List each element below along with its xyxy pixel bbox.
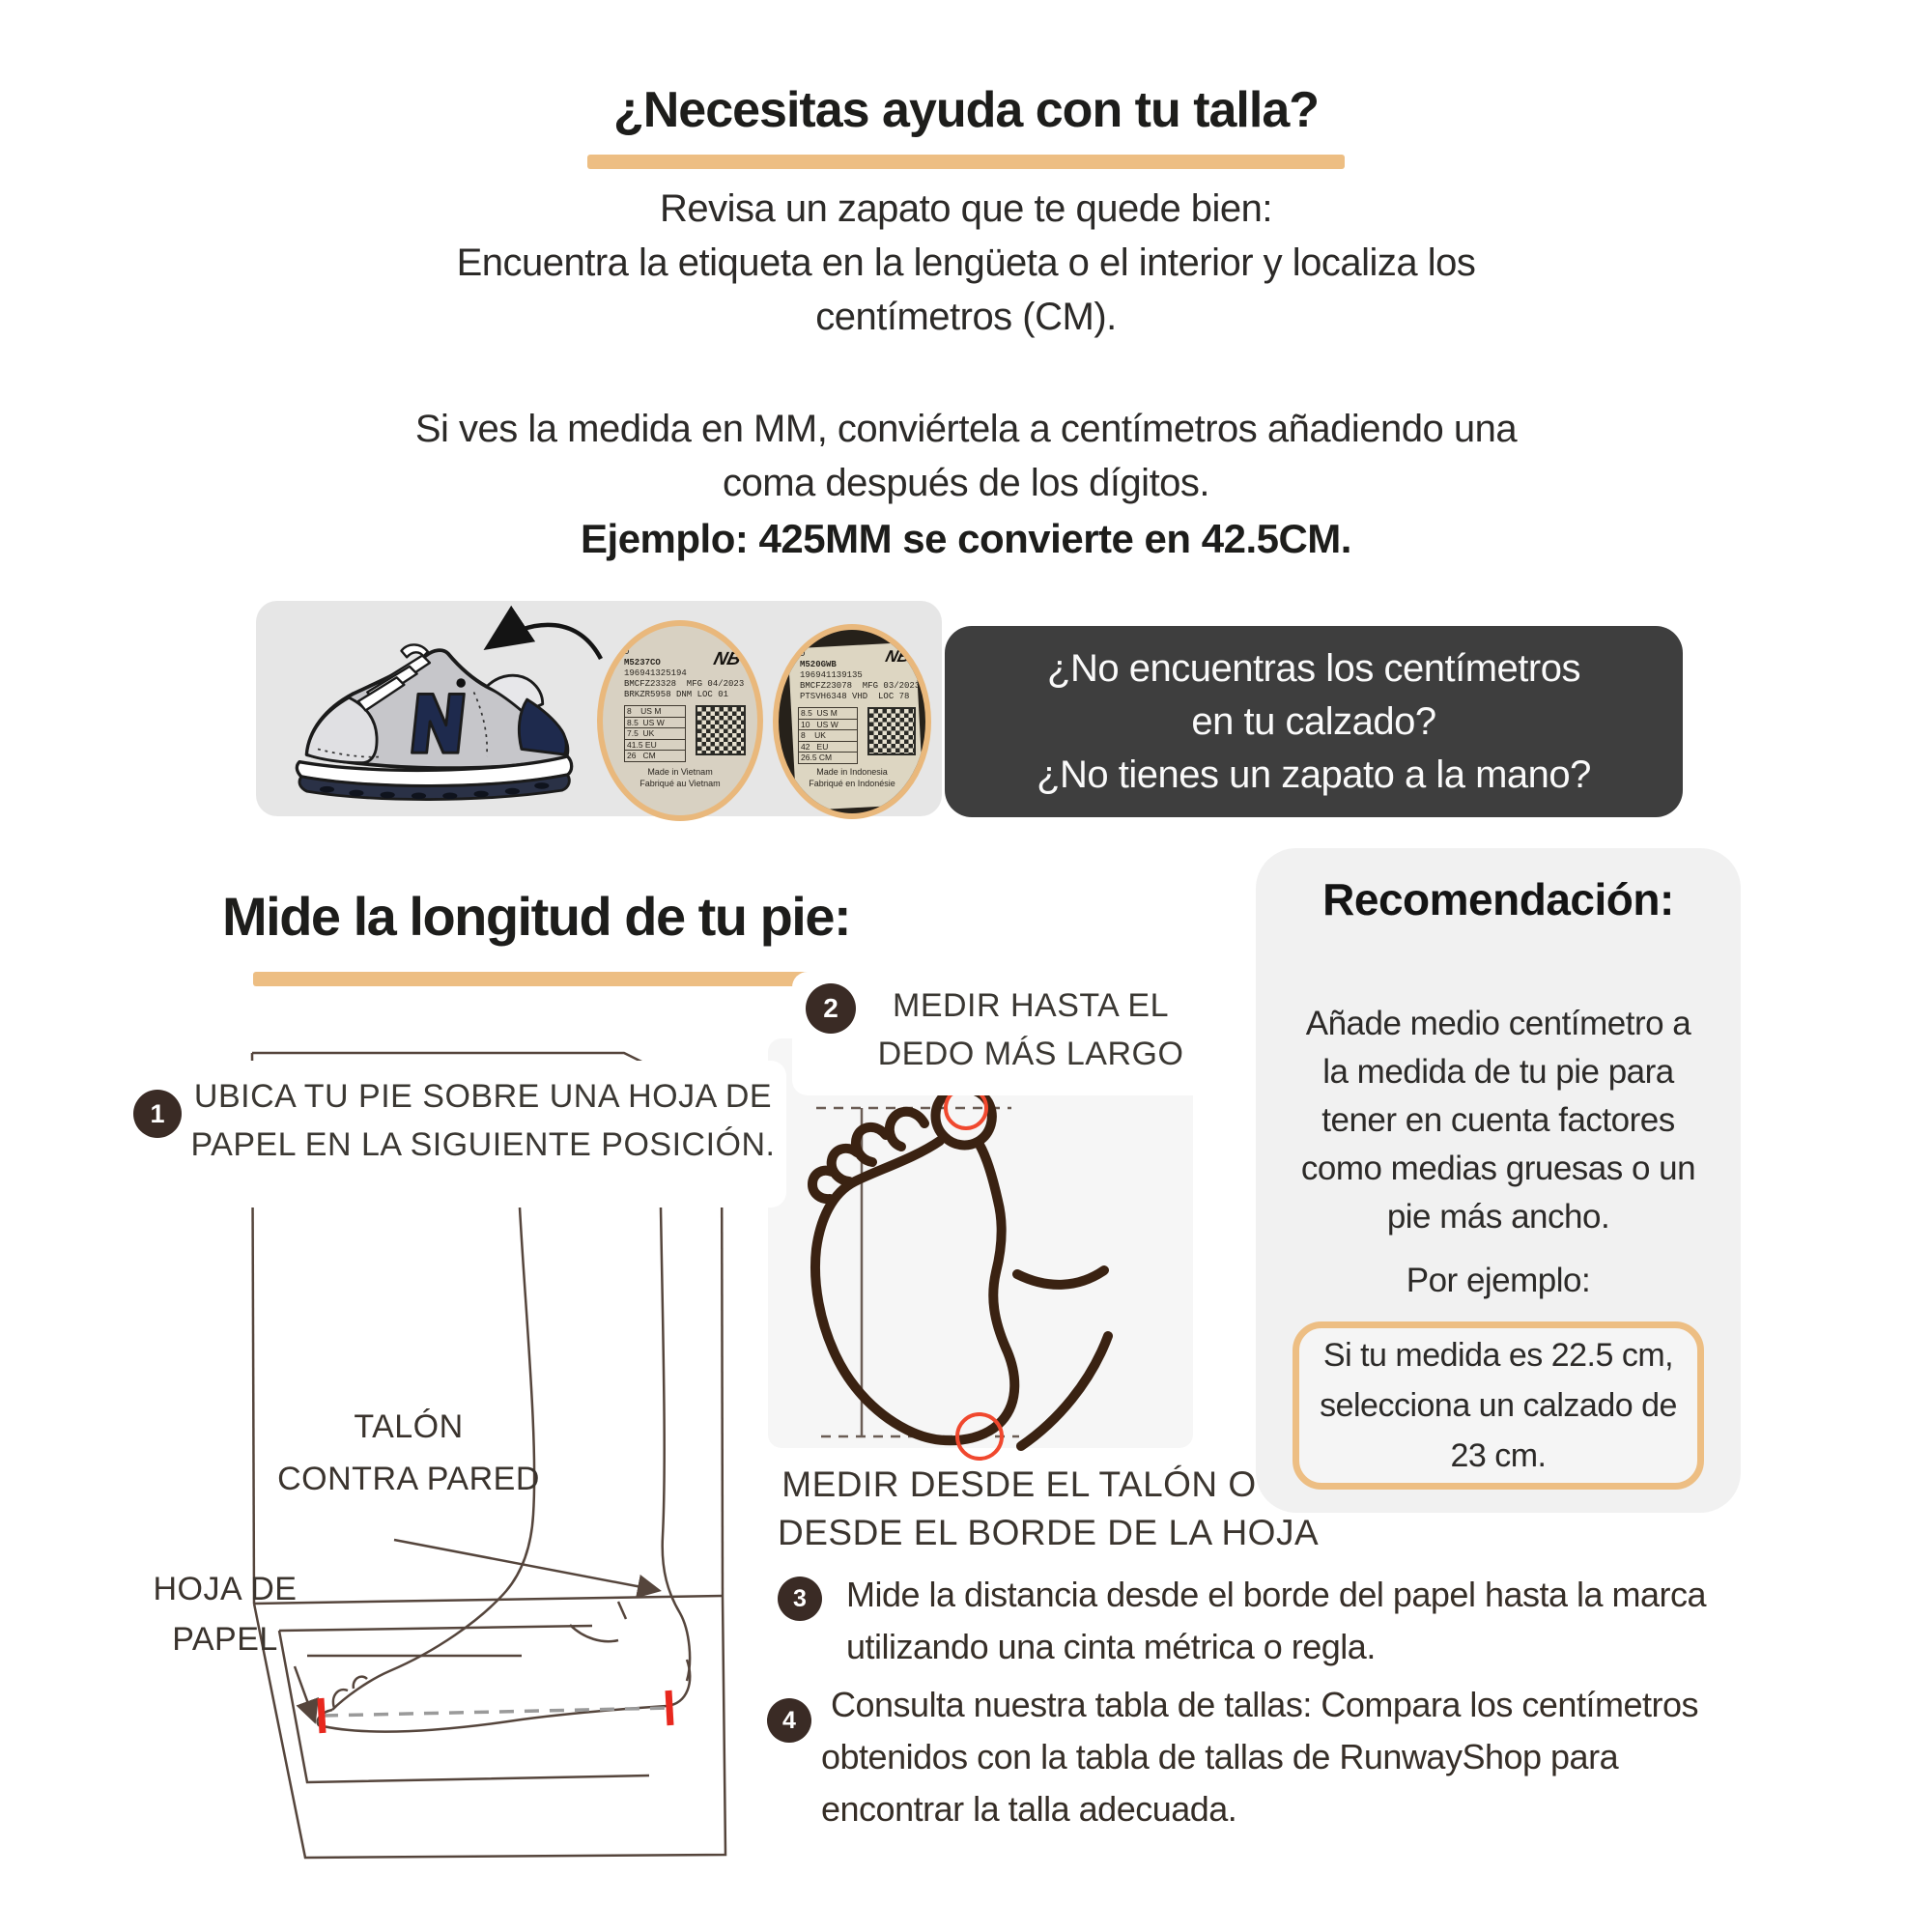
question-line: ¿No encuentras los centímetros (1047, 646, 1580, 690)
label-text: BMCFZ23328 MFG 04/2023 (624, 679, 745, 689)
label-text: 196941139135 (800, 670, 863, 680)
paper-label: PAPEL (172, 1621, 278, 1658)
size-table: 8 US M 8.5 US W 7.5 UK 41.5 EU 26 CM (624, 705, 686, 762)
question-line: ¿No tienes un zapato a la mano? (1037, 753, 1591, 796)
intro-line: Revisa un zapato que te quede bien: (659, 187, 1273, 230)
label-made-in: Fabriqué au Vietnam (639, 779, 721, 788)
step4-badge: 4 (767, 1698, 811, 1743)
label-text: D (800, 649, 806, 659)
recommendation-line: pie más ancho. (1386, 1198, 1610, 1236)
foot-sole-diagram (768, 1038, 1193, 1448)
mm-line: Si ves la medida en MM, conviértela a centímetros añadiendo una (414, 408, 1518, 450)
wall-label: TALÓN (354, 1408, 464, 1445)
recommendation-line: Añade medio centímetro a (1305, 1005, 1691, 1042)
label-text: BMCFZ23078 MFG 03/2023 (800, 681, 921, 691)
wall-label: CONTRA PARED (277, 1461, 540, 1497)
shoe-label-photo-2 (773, 624, 931, 819)
qr-code-icon (696, 705, 746, 755)
paper-label: HOJA DE (153, 1571, 298, 1607)
step1-text: UBICA TU PIE SOBRE UNA HOJA DE (193, 1078, 773, 1115)
example-box-line: 23 cm. (1450, 1437, 1547, 1474)
label-text: D (624, 647, 630, 657)
nb-logo-icon: NB (884, 647, 913, 666)
nb-logo-icon: NB (711, 649, 743, 669)
recommendation-title: Recomendación: (1322, 874, 1674, 924)
step3-badge: 3 (778, 1577, 822, 1621)
example-label: Por ejemplo: (1406, 1262, 1591, 1299)
no-cm-question-box (945, 626, 1683, 817)
intro-line: Encuentra la etiqueta en la lengüeta o el interior y localiza los (456, 242, 1476, 284)
step4-text: encontrar la talla adecuada. (821, 1789, 1237, 1829)
recommendation-line: tener en cuenta factores (1321, 1101, 1675, 1139)
example-line: Ejemplo: 425MM se convierte en 42.5CM. (581, 516, 1351, 561)
step2-text: DEDO MÁS LARGO (877, 1036, 1184, 1072)
mm-line: coma después de los dígitos. (722, 462, 1210, 504)
title-underline (587, 155, 1345, 169)
label-text: BRKZR5958 DNM LOC 01 (624, 690, 729, 699)
page-title: ¿Necesitas ayuda con tu talla? (612, 82, 1320, 138)
label-text: PTSVH6348 VHD LOC 78 (800, 692, 910, 701)
step2-text: MEDIR HASTA EL (893, 987, 1169, 1024)
example-box-line: selecciona un calzado de (1320, 1387, 1677, 1424)
step4-text: Consulta nuestra tabla de tallas: Compara los centímetros (831, 1685, 1698, 1724)
intro-line: centímetros (CM). (815, 296, 1117, 338)
step3-text: utilizando una cinta métrica o regla. (846, 1627, 1376, 1666)
step4-text: obtenidos con la tabla de tallas de RunwayShop para (821, 1737, 1619, 1776)
step2-badge: 2 (806, 983, 856, 1034)
shoe-label-photo-1 (597, 620, 763, 821)
heel-caption: MEDIR DESDE EL TALÓN O (781, 1464, 1257, 1504)
example-box-line: Si tu medida es 22.5 cm, (1322, 1337, 1674, 1374)
label-text: 196941325194 (624, 668, 687, 678)
step1-text: PAPEL EN LA SIGUIENTE POSICIÓN. (190, 1126, 776, 1163)
recommendation-line: la medida de tu pie para (1322, 1053, 1674, 1091)
label-made-in: Fabriqué en Indonésie (809, 779, 895, 788)
label-made-in: Made in Indonesia (816, 767, 888, 777)
size-table: 8.5 US M 10 US W 8 UK 42 EU 26.5 CM (798, 707, 858, 764)
example-box (1293, 1321, 1704, 1490)
label-made-in: Made in Vietnam (647, 767, 713, 777)
step1-badge: 1 (133, 1090, 182, 1138)
curved-arrow-icon (464, 607, 618, 674)
recommendation-line: como medias gruesas o un (1300, 1150, 1696, 1187)
question-line: en tu calzado? (1191, 699, 1436, 743)
label-text: M520GWB (800, 660, 837, 669)
step3-text: Mide la distancia desde el borde del papel hasta la marca (846, 1575, 1707, 1614)
label-text: M5237CO (624, 658, 661, 668)
qr-code-icon (867, 707, 916, 755)
section-title: Mide la longitud de tu pie: (222, 886, 851, 947)
heel-caption: DESDE EL BORDE DE LA HOJA (778, 1513, 1320, 1552)
